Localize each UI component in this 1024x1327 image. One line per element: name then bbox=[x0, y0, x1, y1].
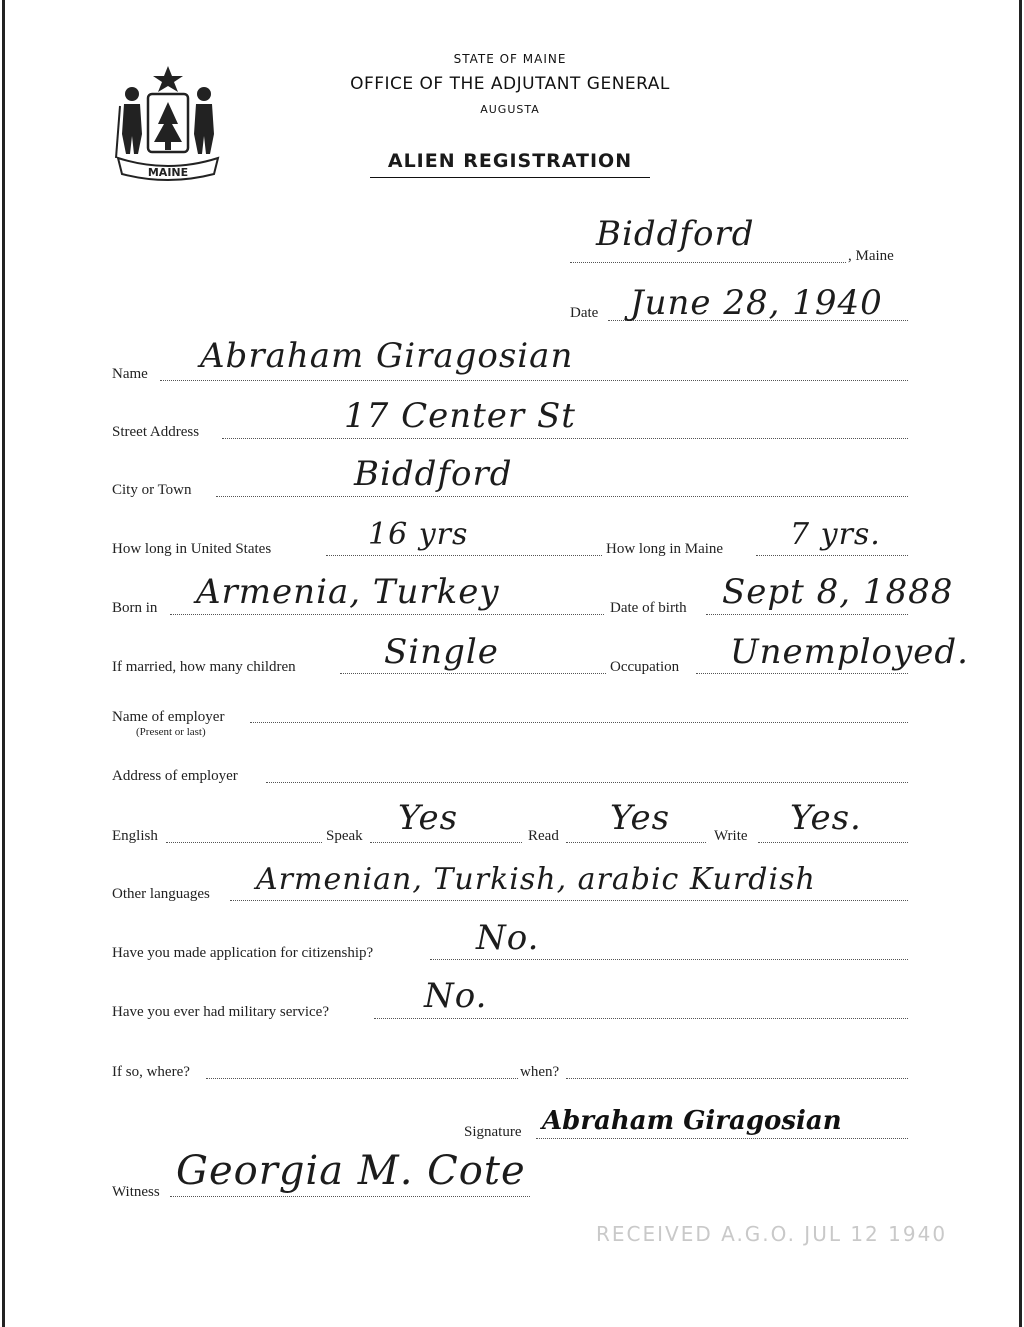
read-value: Yes bbox=[610, 798, 671, 838]
date-of-birth-value: Sept 8, 1888 bbox=[722, 572, 954, 612]
read-line bbox=[566, 842, 706, 843]
how-long-us-value: 16 yrs bbox=[368, 517, 469, 552]
witness-value: Georgia M. Cote bbox=[176, 1148, 526, 1194]
signature-value: Abraham Giragosian bbox=[542, 1106, 842, 1136]
military-line bbox=[374, 1018, 908, 1019]
place-line bbox=[570, 262, 846, 263]
born-in-label: Born in bbox=[112, 600, 158, 616]
how-long-maine-label: How long in Maine bbox=[606, 541, 724, 557]
employer-address-label: Address of employer bbox=[112, 768, 238, 784]
date-of-birth-line bbox=[706, 614, 908, 615]
header-city: AUGUSTA bbox=[480, 103, 540, 116]
english-line bbox=[166, 842, 322, 843]
write-line bbox=[758, 842, 908, 843]
street-address-value: 17 Center St bbox=[344, 396, 576, 436]
place-suffix: , Maine bbox=[848, 248, 894, 264]
name-line bbox=[160, 380, 908, 381]
citizenship-line bbox=[430, 959, 908, 960]
header-office: OFFICE OF THE ADJUTANT GENERAL bbox=[350, 74, 670, 94]
when-line bbox=[566, 1078, 908, 1079]
how-long-us-label: How long in United States bbox=[112, 541, 272, 557]
name-label: Name bbox=[112, 366, 148, 382]
write-label: Write bbox=[714, 828, 748, 844]
children-line bbox=[340, 673, 606, 674]
name-value: Abraham Giragosian bbox=[200, 336, 574, 376]
witness-label: Witness bbox=[112, 1184, 160, 1200]
occupation-label: Occupation bbox=[610, 659, 680, 675]
children-value: Single bbox=[384, 632, 499, 672]
employer-address-line bbox=[266, 782, 908, 783]
other-languages-label: Other languages bbox=[112, 886, 210, 902]
when-label: when? bbox=[520, 1064, 560, 1080]
scan-border-left bbox=[2, 0, 5, 1327]
date-value: June 28, 1940 bbox=[630, 283, 883, 323]
speak-line bbox=[370, 842, 522, 843]
witness-line bbox=[170, 1196, 530, 1197]
city-value: Biddford bbox=[354, 454, 513, 494]
maine-state-seal-icon bbox=[112, 62, 224, 186]
street-address-label: Street Address bbox=[112, 424, 200, 440]
how-long-us-line bbox=[326, 555, 602, 556]
city-label: City or Town bbox=[112, 482, 192, 498]
street-address-line bbox=[222, 438, 908, 439]
born-in-value: Armenia, Turkey bbox=[196, 572, 500, 612]
citizenship-value: No. bbox=[476, 918, 540, 958]
employer-name-sublabel: (Present or last) bbox=[136, 726, 206, 738]
how-long-maine-line bbox=[756, 555, 908, 556]
other-languages-value: Armenian, Turkish, arabic Kurdish bbox=[256, 862, 816, 897]
military-value: No. bbox=[424, 976, 488, 1016]
city-line bbox=[216, 496, 908, 497]
employer-name-line bbox=[250, 722, 908, 723]
svg-text:MAINE: MAINE bbox=[147, 166, 189, 179]
scan-border-right bbox=[1019, 0, 1022, 1327]
header-state: STATE OF MAINE bbox=[453, 52, 567, 66]
born-in-line bbox=[170, 614, 604, 615]
form-title: ALIEN REGISTRATION bbox=[370, 150, 650, 178]
date-of-birth-label: Date of birth bbox=[610, 600, 687, 616]
write-value: Yes. bbox=[790, 798, 862, 838]
speak-label: Speak bbox=[326, 828, 363, 844]
how-long-maine-value: 7 yrs. bbox=[790, 517, 881, 552]
other-languages-line bbox=[230, 900, 908, 901]
read-label: Read bbox=[528, 828, 559, 844]
occupation-line bbox=[696, 673, 908, 674]
military-label: Have you ever had military service? bbox=[112, 1004, 329, 1020]
occupation-value: Unemployed. bbox=[730, 632, 969, 672]
if-so-where-label: If so, where? bbox=[112, 1064, 190, 1080]
children-label: If married, how many children bbox=[112, 659, 296, 675]
if-so-where-line bbox=[206, 1078, 518, 1079]
place-value: Biddford bbox=[596, 214, 755, 254]
date-label: Date bbox=[570, 305, 599, 321]
english-label: English bbox=[112, 828, 158, 844]
signature-line bbox=[536, 1138, 908, 1139]
signature-label: Signature bbox=[464, 1124, 522, 1140]
received-stamp: RECEIVED A.G.O. JUL 12 1940 bbox=[596, 1222, 948, 1246]
speak-value: Yes bbox=[398, 798, 459, 838]
employer-name-label: Name of employer bbox=[112, 709, 225, 725]
citizenship-label: Have you made application for citizenship? bbox=[112, 945, 374, 961]
